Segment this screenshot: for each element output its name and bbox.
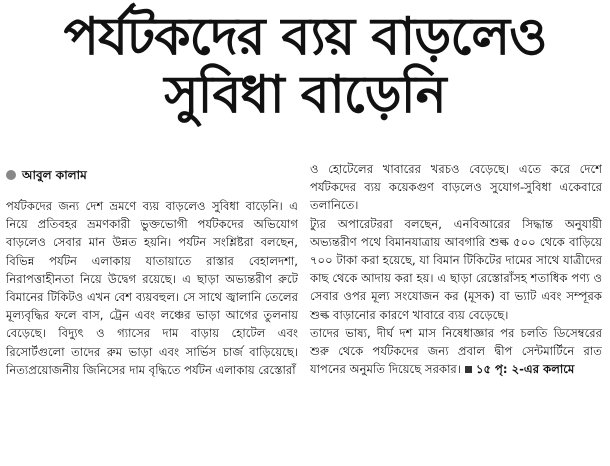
byline-author: আবুল কালাম (22, 167, 87, 182)
continuation-note: ১৫ পৃ: ২-এর কলামে (475, 362, 575, 377)
article-paragraph: ট্যুর অপারেটররা বলছেন, এনবিআরের সিদ্ধান্ত অনুযায়ী অভ্যন্তরীণ পথে বিমানযাত্রায় আবগারি শুল্ক ৫০০ থেকে বাড়িয়ে ৭০০ টাকা করা হয়েছে, যা বিমান টিকিটের দামের সাথে যাত্রীদের কাছ থেকে আদায় করা হয়। এ ছাড়া রেস্তোরাঁসহ শতাধিক পণ্য ও সেবার ওপর মূল্য সংযোজন কর (মূসক) বা ভ্যাট এবং সম্পূরক শুল্ক বাড়ানোর কারণে খাবারে ব্যয় বেড়েছে। (310, 216, 602, 322)
byline-bullet-icon (6, 170, 16, 180)
byline (6, 165, 298, 185)
headline-line-2: সুবিধা বাড়েনি (164, 65, 446, 126)
article-paragraph: ও হোটেলের খাবারের খরচও বেড়েছে। এতে করে দেশে পর্যটকদের ব্যয় কয়েকগুণ বাড়লেও সুযোগ-সুবিধা একেবারে তলানিতে। (310, 162, 602, 213)
article-paragraph-text: তাদের ভাষ্য, দীর্ঘ দশ মাস নিষেধাজ্ঞার পর চলতি ডিসেম্বরের শুরু থেকে পর্যটকদের জন্য প্রবাল দ্বীপ সেন্টমার্টিনে রাত যাপনের অনুমতি দিয়েছে সরকার। (310, 325, 602, 377)
article-paragraph: পর্যটকদের জন্য দেশ ভ্রমণে ব্যয় বাড়লেও সুবিধা বাড়েনি। এ নিয়ে প্রতিবহর ভ্রমণকারী ভুক্তভোগী পর্যটকদের অভিযোগ বাড়লেও সেবার মান উন্নত হয়নি। পর্যটন সংশ্লিষ্টরা বলছেন, বিভিন্ন পর্যটন এলাকায় যাতায়াতে রাস্তার বেহালদশা, নিরাপত্তাহীনতা নিয়ে উদ্বেগ রয়েছে। এ ছাড়া অভ্যন্তরীণ রুটে বিমানের টিকিটও এখন বেশ ব্যয়বহুল। সে সাথে জ্বালানি তেলের মূল্যবৃদ্ধির ফলে বাস, ট্রেন এবং লঞ্চের ভাড়া আগের তুলনায় বেড়েছে। বিদ্যুৎ ও গ্যাসের দাম বাড়ায় হোটেল এবং রিসোর্টগুলো তাদের রুম ভাড়া এবং সার্ভিস চার্জ বাড়িয়েছে। নিত্যপ্রয়োজনীয় জিনিসের দাম বৃদ্ধিতে পর্যটন এলাকায় রেস্তোরাঁ (6, 199, 298, 377)
article-paragraph (310, 324, 602, 379)
headline-line-1: পর্যটকদের ব্যয় বাড়লেও (63, 7, 547, 67)
article-column-left (6, 165, 298, 379)
continuation-square-icon (465, 366, 472, 373)
article-column-right (310, 160, 602, 378)
headline (0, 8, 610, 124)
